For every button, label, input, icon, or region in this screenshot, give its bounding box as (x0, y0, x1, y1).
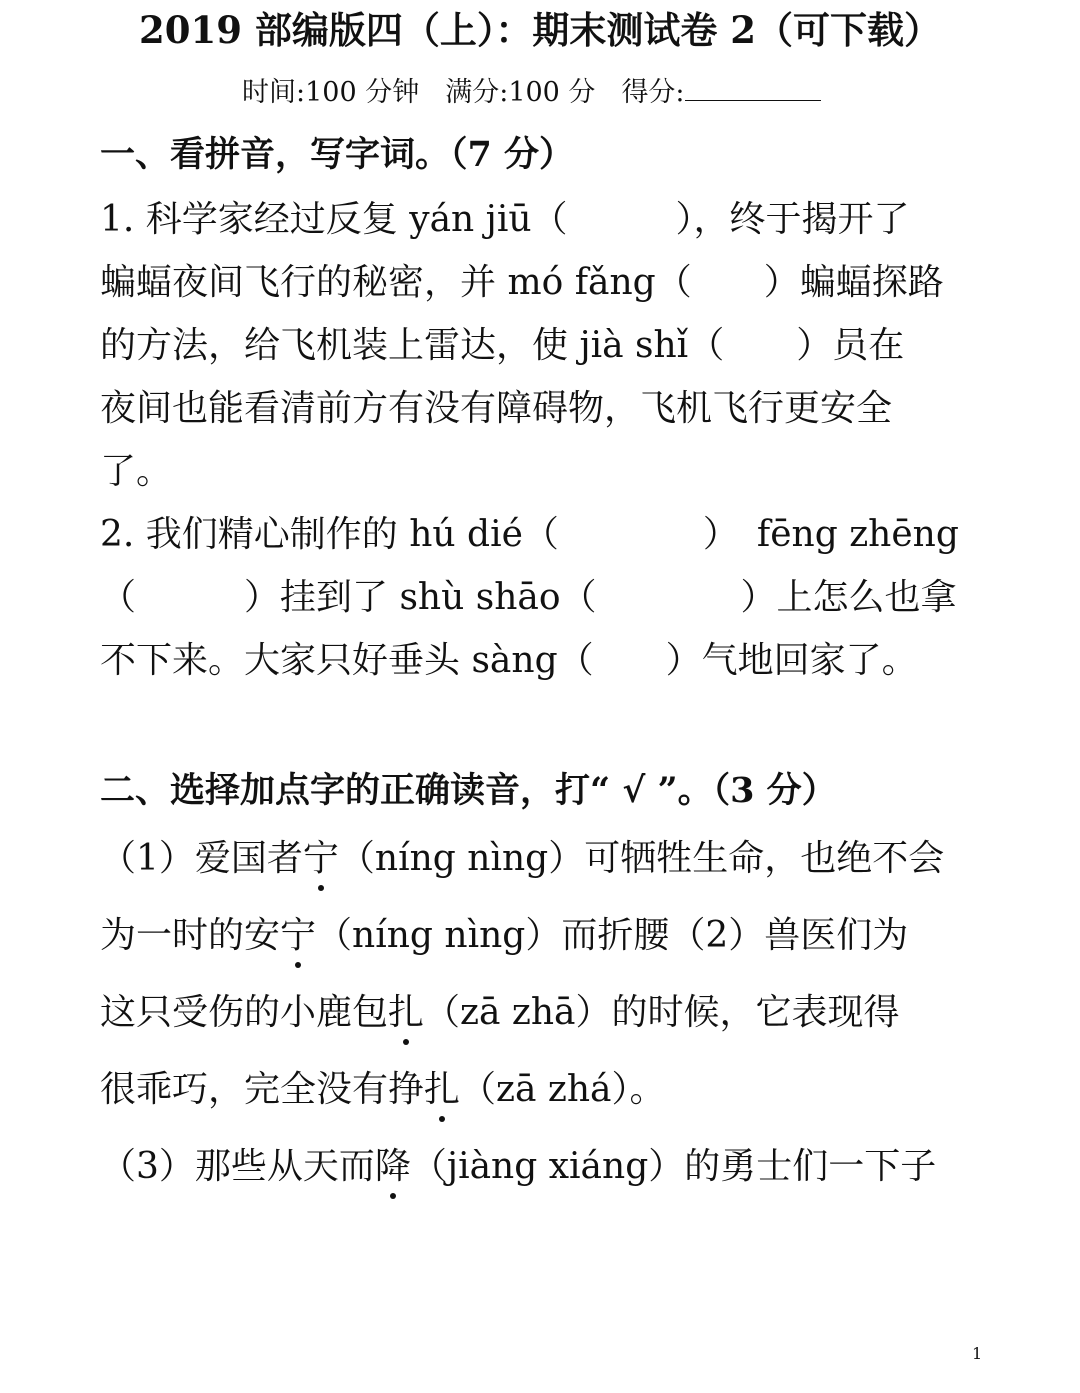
dotted-char: 扎 (388, 974, 424, 1051)
section2-body (100, 820, 1020, 1205)
text-line: 2. 我们精心制作的 hú dié（ ） fēng zhēng (100, 514, 959, 555)
text-line: 这只受伤的小鹿包扎（zā zhā）的时候，它表现得 (100, 974, 1020, 1051)
text-line: 的方法，给飞机装上雷达，使 jià shǐ（ ）员在 (100, 325, 905, 366)
section1-heading: 一、看拼音，写字词。（7 分） (100, 134, 575, 175)
section1-body (100, 188, 1020, 692)
text-line: （ ）挂到了 shù shāo（ ）上怎么也拿 (100, 577, 957, 618)
text-line: 不下来。大家只好垂头 sàng（ ）气地回家了。 (100, 640, 918, 681)
dotted-char: 宁 (303, 820, 339, 897)
text-line: 蝙蝠夜间飞行的秘密，并 mó fǎng（ ）蝙蝠探路 (100, 262, 944, 303)
document-title: 2019 部编版四（上）：期末测试卷 2（可下载） (139, 8, 941, 52)
time-limit: 时间:100 分钟 (242, 77, 420, 108)
score-blank (685, 74, 821, 101)
text-line: 为一时的安宁（níng nìng）而折腰（2）兽医们为 (100, 897, 1020, 974)
text-line: （3）那些从天而降（jiàng xiáng）的勇士们一下子 (100, 1128, 1020, 1205)
full-score: 满分:100 分 (445, 77, 596, 108)
dotted-char: 降 (375, 1128, 411, 1205)
score-label: 得分: (621, 77, 685, 108)
text-line: 很乖巧，完全没有挣扎（zā zhá）。 (100, 1051, 1020, 1128)
text-line: （1）爱国者宁（níng nìng）可牺牲生命，也绝不会 (100, 820, 1020, 897)
page-number: 1 (972, 1344, 983, 1363)
section2-heading: 二、选择加点字的正确读音，打“ √ ”。（3 分） (100, 770, 837, 811)
text-line: 了。 (100, 451, 173, 492)
exam-meta (242, 72, 821, 114)
text-line: 夜间也能看清前方有没有障碍物，飞机飞行更安全 (100, 388, 893, 429)
dotted-char: 扎 (424, 1051, 460, 1128)
dotted-char: 宁 (280, 897, 316, 974)
text-line: 1. 科学家经过反复 yán jiū（ ），终于揭开了 (100, 199, 910, 240)
